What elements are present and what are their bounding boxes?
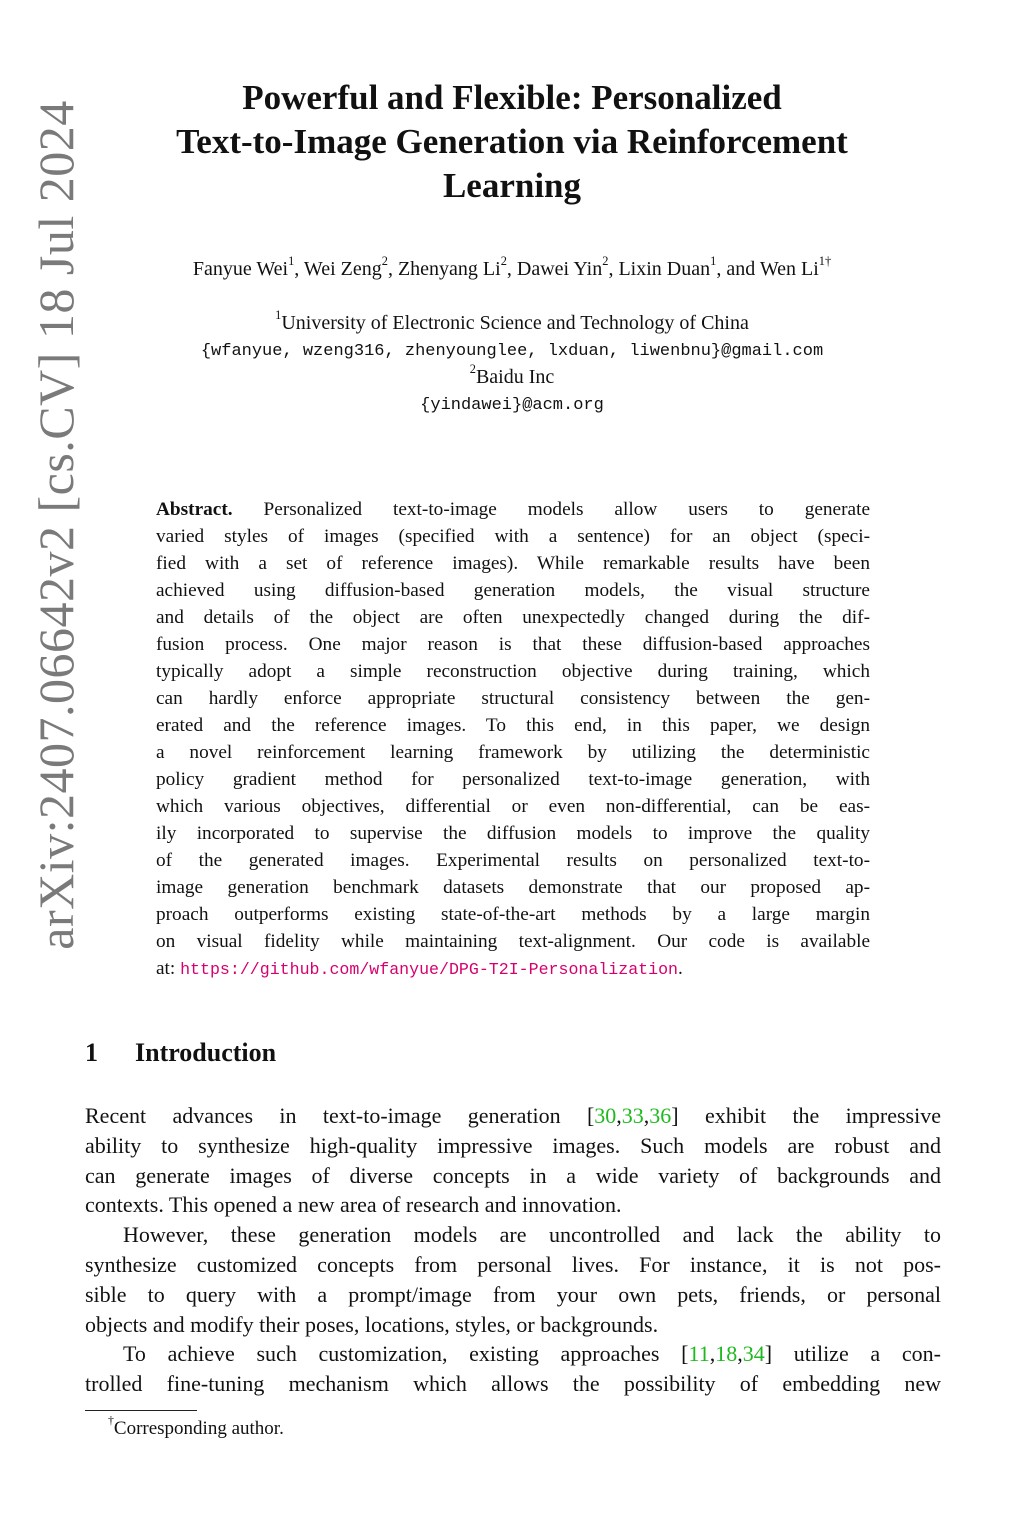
citation-link[interactable]: 11 [688,1341,710,1367]
body-line: ability to synthesize high-quality impressive images. Such models are robust and [85,1132,941,1158]
abstract-line: Abstract. Personalized text-to-image models allow users to generate [156,499,871,520]
author: Wen $Li^{1\dagger}$ [759,253,832,280]
abstract-line: varied styles of images (specified with a sentence) for an object (speci- [156,526,870,547]
abstract-line: achieved using diffusion-based generation models, the visual structure [156,580,870,601]
affiliation-1: $^1$University of Electronic Science and Technology of China [275,307,749,334]
section-heading [85,1038,276,1068]
abstract-line: of the generated images. Experimental results on personalized text-to- [156,850,870,871]
author: Fanyue Wei$^1$, [192,253,304,280]
abstract-line: erated and the reference images. To this end, in this paper, we design [156,715,870,736]
abstract-label: Abstract. [156,499,233,520]
paper-title [110,76,914,208]
section-number: 1 [85,1038,98,1067]
author: Wei Zeng$^2$, [303,253,398,280]
author: Dawei Yin$^2$, [516,253,619,280]
affiliation-2-email: {yindawei}@acm.org [420,396,604,415]
title-line: Powerful and Flexible: Personalized [242,78,782,117]
abstract [156,496,870,983]
body-line: trolled fine-tuning mechanism which allows the possibility of embedding new [85,1371,941,1397]
affiliation-1-email: {wfanyue, wzeng316, zhenyounglee, lxduan, liwenbnu}@gmail.com [200,342,824,361]
body-line: contexts. This opened a new area of research and innovation. [85,1192,622,1218]
abstract-line: fusion process. One major reason is that these diffusion-based approaches [156,634,870,655]
title-line: Text-to-Image Generation via Reinforcement [176,122,848,161]
footnote-divider [85,1410,197,1411]
arxiv-stamp-text: arXiv:2407.06642v2 [cs.CV] 18 Jul 2024 [28,100,84,950]
citation-link[interactable]: 33 [621,1103,644,1128]
body-line: objects and modify their poses, locations, styles, or backgrounds. [85,1311,659,1337]
body-line: To achieve such customization, existing approaches [11,18,34] utilize a con- [123,1341,941,1367]
body-line: However, these generation models are uncontrolled and lack the ability to [123,1222,941,1248]
footnote-mark: † [108,1414,114,1428]
affiliation-2: $^2$Baidu Inc [469,361,555,388]
abstract-line: policy gradient method for personalized text-to-image generation, with [156,769,870,790]
citation-link[interactable]: 30 [594,1103,617,1128]
citation-link[interactable]: 18 [715,1341,738,1367]
citation-link[interactable]: 36 [649,1103,672,1128]
body-line: sible to query with a prompt/image from your own pets, friends, or personal [85,1281,941,1307]
code-repository-link[interactable]: https://github.com/wfanyue/DPG-T2I-Personalization [180,960,678,979]
abstract-line: can hardly enforce appropriate structural consistency between the gen- [156,688,870,709]
citation-link[interactable]: 34 [742,1341,765,1367]
author: Zhenyang Li$^2$, [397,253,517,280]
section-title-text: Introduction [135,1038,277,1067]
footnote [108,1414,284,1440]
footnote-text: Corresponding author. [113,1418,284,1439]
abstract-line: which various objectives, differential or even non-differential, can be eas- [156,796,870,817]
abstract-line: a novel reinforcement learning framework by utilizing the deterministic [156,742,870,763]
abstract-line: ily incorporated to supervise the diffusion models to improve the quality [156,823,870,844]
author-list [90,253,934,281]
abstract-line: and details of the object are often unexpectedly changed during the dif- [156,607,870,628]
arxiv-identifier-stamp [24,100,88,950]
abstract-line: typically adopt a simple reconstruction objective during training, which [156,661,870,682]
abstract-line: proach outperforms existing state-of-the-art methods by a large margin [156,904,870,925]
body-line: synthesize customized concepts from personal lives. For instance, it is not pos- [85,1251,941,1277]
author: Lixin Duan$^1$, and [618,253,760,280]
title-line: Learning [442,166,582,205]
abstract-line: on visual fidelity while maintaining text-alignment. Our code is available [156,931,870,952]
body-line: can generate images of diverse concepts in a wide variety of backgrounds and [85,1162,941,1188]
abstract-line: image generation benchmark datasets demonstrate that our proposed ap- [156,877,870,898]
body-line: Recent advances in text-to-image generation [30,33,36] exhibit the impressive [85,1103,941,1128]
abstract-line: fied with a set of reference images). While remarkable results have been [156,553,870,574]
abstract-line: at: https://github.com/wfanyue/DPG-T2I-Personalization. [156,958,683,979]
introduction-body [85,1101,941,1399]
